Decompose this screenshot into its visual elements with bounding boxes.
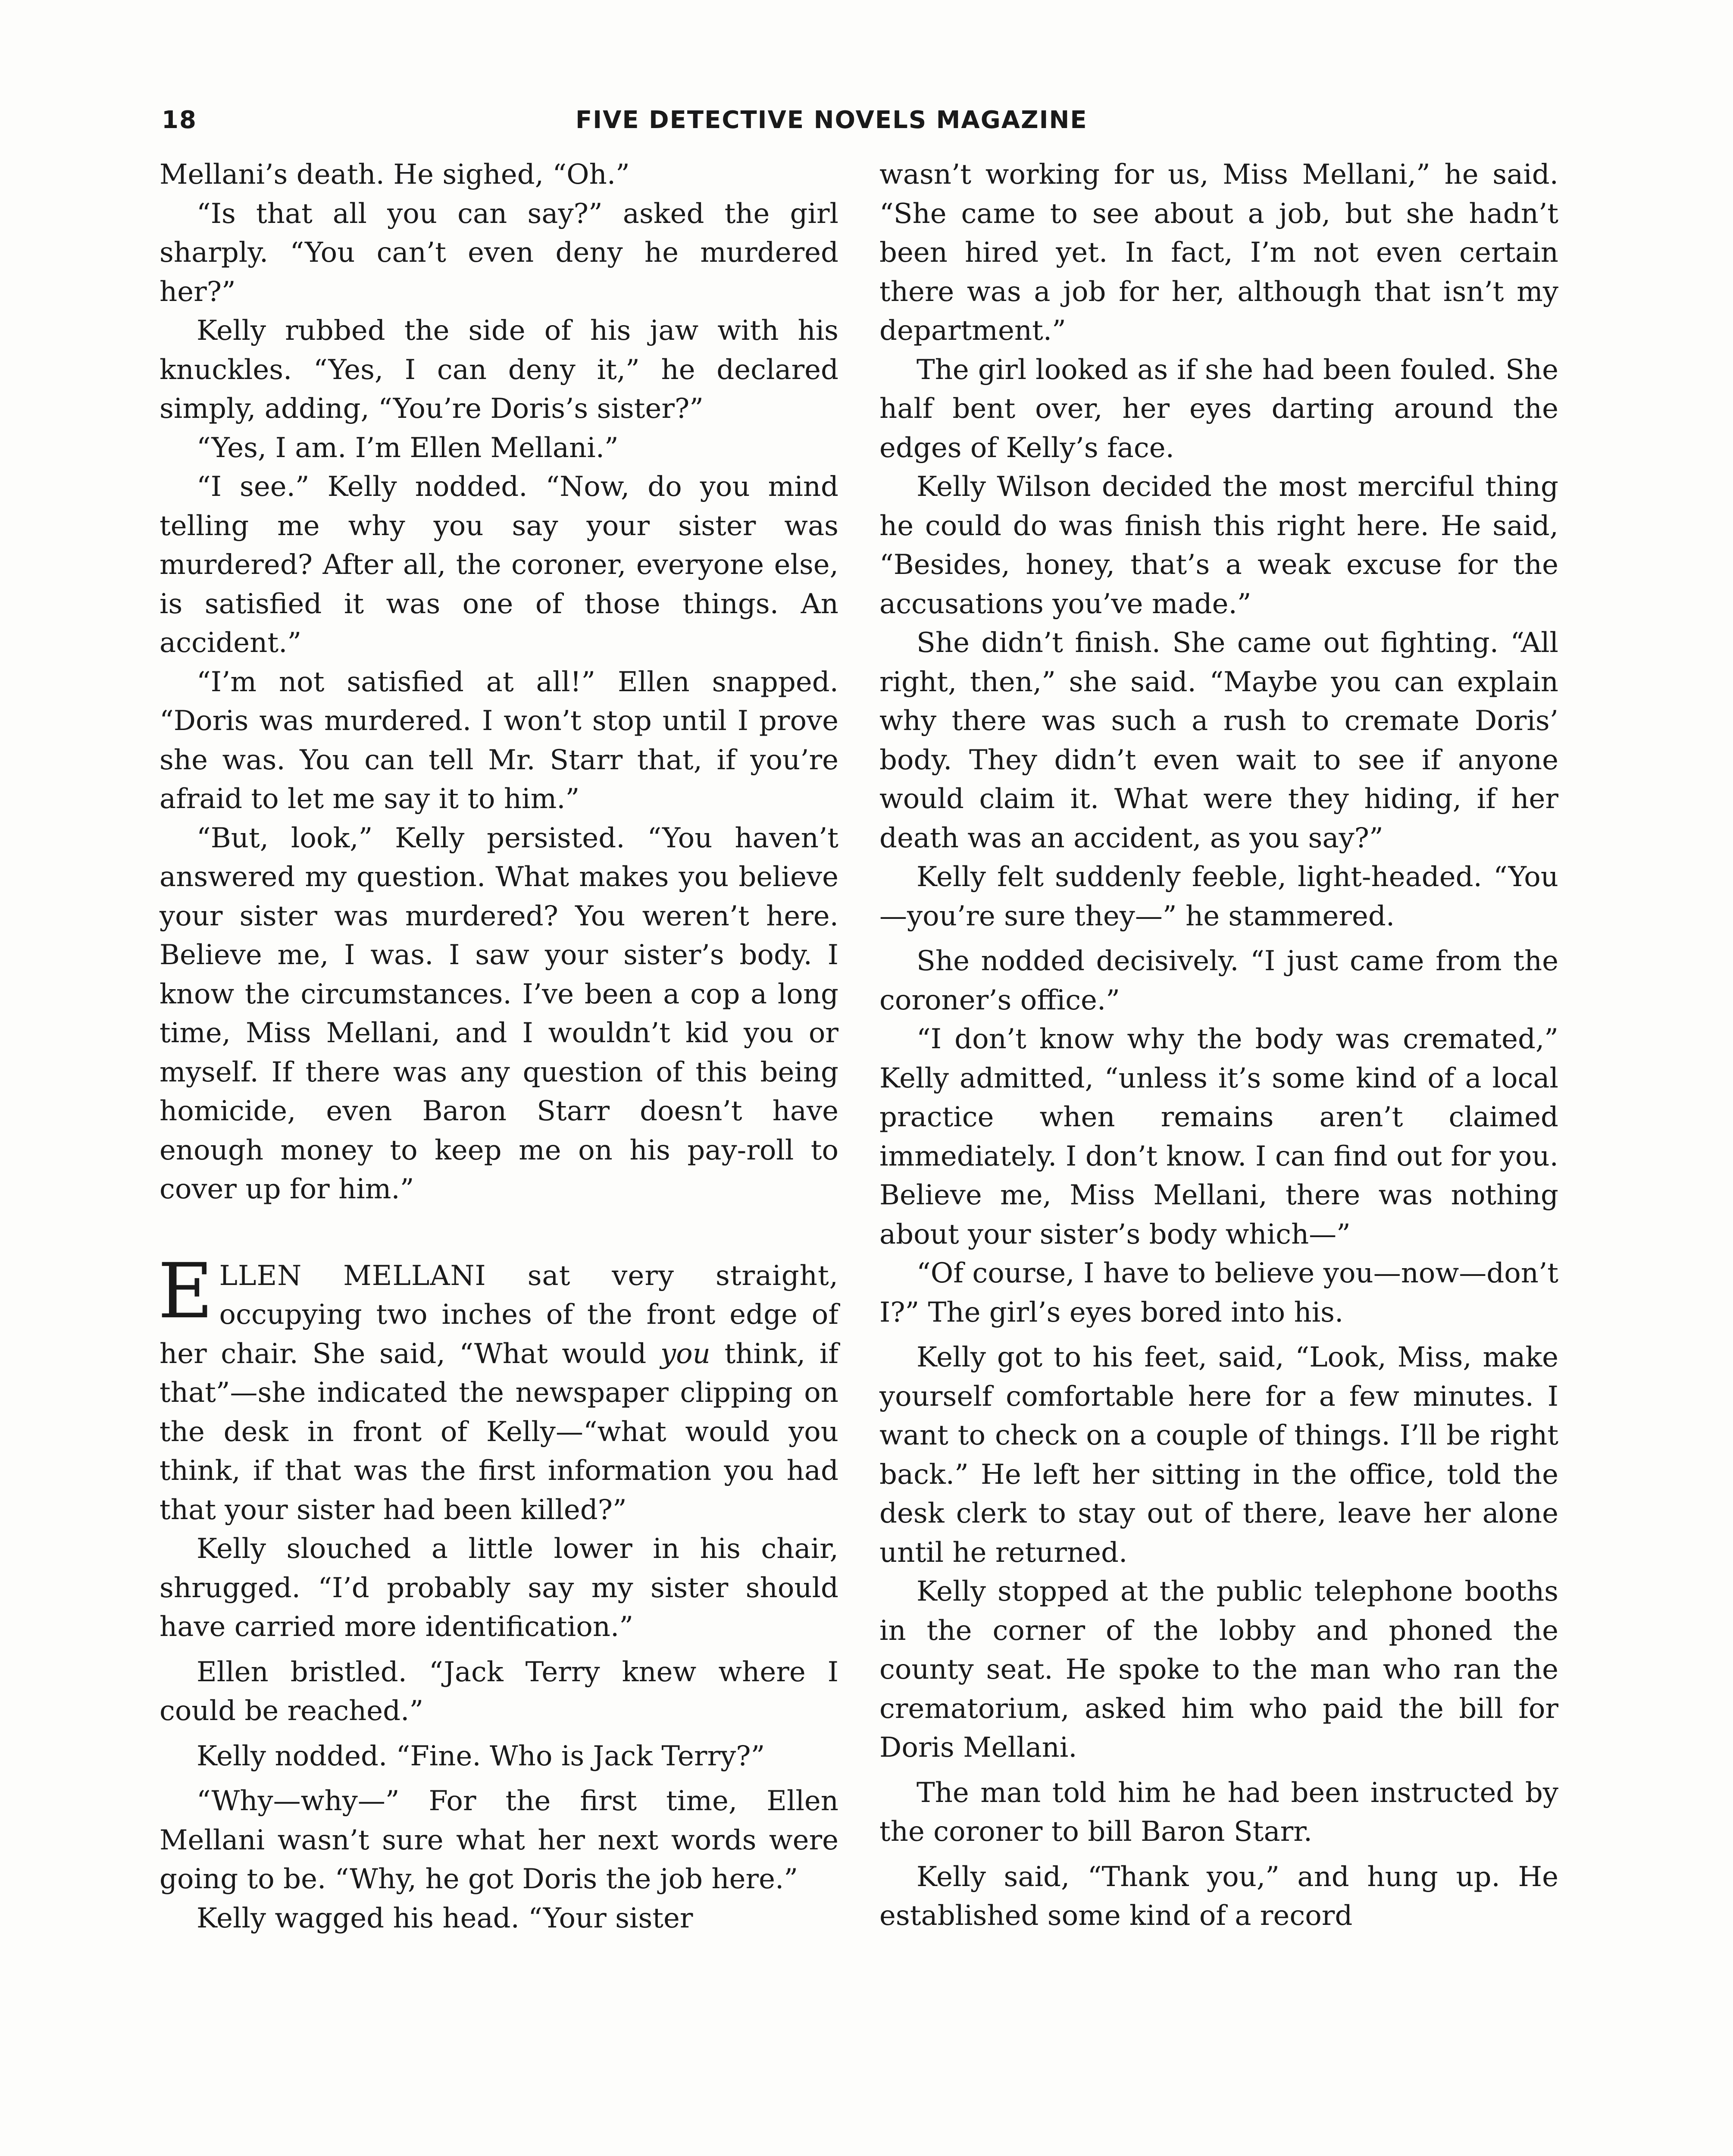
paragraph: Ellen bristled. “Jack Terry knew where I could be reached.” [160, 1656, 838, 1727]
section-opening-paragraph [158, 1247, 839, 1530]
paragraph: “But, look,” Kelly persisted. “You haven’t answered my question. What makes you believe your sister was murdered? You weren’t here. Believe me, I was. I saw your sister’s body. I know the circumstances. I’ve been a cop a long time, Miss Mellani, and I wouldn’t kid you or myself. If there was any question of this being homicide, even Baron Starr doesn’t have enough money to keep me on his pay-roll to cover up for him.” [160, 822, 838, 1205]
right-column [879, 155, 1558, 1936]
paragraph: “Yes, I am. I’m Ellen Mellani.” [197, 432, 619, 464]
paragraph: Mellani’s death. He sighed, “Oh.” [160, 159, 630, 191]
paragraph: Kelly rubbed the side of his jaw with his knuckles. “Yes, I can deny it,” he declared simply, adding, “You’re Doris’s sister?” [160, 315, 838, 425]
left-column [160, 155, 838, 1938]
paragraph: Kelly got to his feet, said, “Look, Miss, make yourself comfortable here for a few minutes. I want to check on a couple of things. I’ll be right back.” He left her sitting in the office, told the desk clerk to stay out of there, leave her alone until he returned. [879, 1341, 1558, 1569]
paragraph: The girl looked as if she had been fouled. She half bent over, her eyes darting around the edges of Kelly’s face. [879, 354, 1558, 464]
paragraph: Kelly Wilson decided the most merciful thing he could do was finish this right here. He said, “Besides, honey, that’s a weak excuse for the accusations you’ve made.” [879, 471, 1558, 620]
paragraph: “Of course, I have to believe you—now—don’t I?” The girl’s eyes bored into his. [879, 1257, 1558, 1329]
paragraph: “I’m not satisfied at all!” Ellen snapped. “Doris was murdered. I won’t stop until I prove she was. You can tell Mr. Starr that, if you’re afraid to let me say it to him.” [160, 666, 838, 815]
lead-in: LLEN MELLANI sat very straight, [219, 1260, 838, 1292]
paragraph: “I see.” Kelly nodded. “Now, do you mind telling me why you say your sister was murdered? After all, the coroner, everyone else, is satisfied it was one of those things. An accident.” [160, 471, 838, 659]
page-number: 18 [162, 106, 197, 134]
paragraph: Kelly said, “Thank you,” and hung up. He established some kind of a record [879, 1861, 1558, 1932]
paragraph: She nodded decisively. “I just came from the coroner’s office.” [879, 945, 1558, 1016]
paragraph: wasn’t working for us, Miss Mellani,” he said. “She came to see about a job, but she hadn’t been hired yet. In fact, I’m not even certain there was a job for her, although that isn’t my department.” [879, 159, 1558, 347]
paragraph: Kelly stopped at the public telephone booths in the corner of the lobby and phoned the county seat. He spoke to the man who ran the crematorium, asked him who paid the bill for Doris Mellani. [879, 1576, 1558, 1764]
paragraph-text: think, if that”—she indicated the newspaper clipping on the desk in front of Kelly—“what would you think, if that was the first information you had that your sister had been killed?” [160, 1338, 839, 1526]
drop-cap: E [158, 1247, 213, 1335]
emphasis: you [660, 1338, 710, 1370]
paragraph: Kelly wagged his head. “Your sister [197, 1902, 693, 1934]
paragraph: “I don’t know why the body was cremated,” Kelly admitted, “unless it’s some kind of a local practice when remains aren’t claimed immediately. I don’t know. I can find out for you. Believe me, Miss Mellani, there was nothing about your sister’s body which—” [879, 1023, 1558, 1250]
paragraph: Kelly slouched a little lower in his chair, shrugged. “I’d probably say my sister should have carried more identification.” [160, 1533, 838, 1643]
page-header [162, 98, 1593, 137]
paragraph-text: occupying two inches of the front edge of her chair. She said, “What would [160, 1299, 838, 1370]
paragraph: “Why—why—” For the first time, Ellen Mellani wasn’t sure what her next words were going to be. “Why, he got Doris the job here.” [160, 1785, 838, 1895]
paragraph: Kelly felt suddenly feeble, light-headed. “You—you’re sure they—” he stammered. [879, 861, 1558, 932]
paragraph: The man told him he had been instructed by the coroner to bill Baron Starr. [879, 1777, 1558, 1848]
paragraph: “Is that all you can say?” asked the girl sharply. “You can’t even deny he murdered her?” [160, 197, 838, 308]
running-title: FIVE DETECTIVE NOVELS MAGAZINE [576, 106, 1088, 134]
paragraph: Kelly nodded. “Fine. Who is Jack Terry?” [197, 1740, 765, 1772]
paragraph: She didn’t finish. She came out fighting. “All right, then,” she said. “Maybe you can explain why there was such a rush to cremate Doris’ body. They didn’t even wait to see if anyone would claim it. What were they hiding, if her death was an accident, as you say?” [879, 627, 1558, 854]
